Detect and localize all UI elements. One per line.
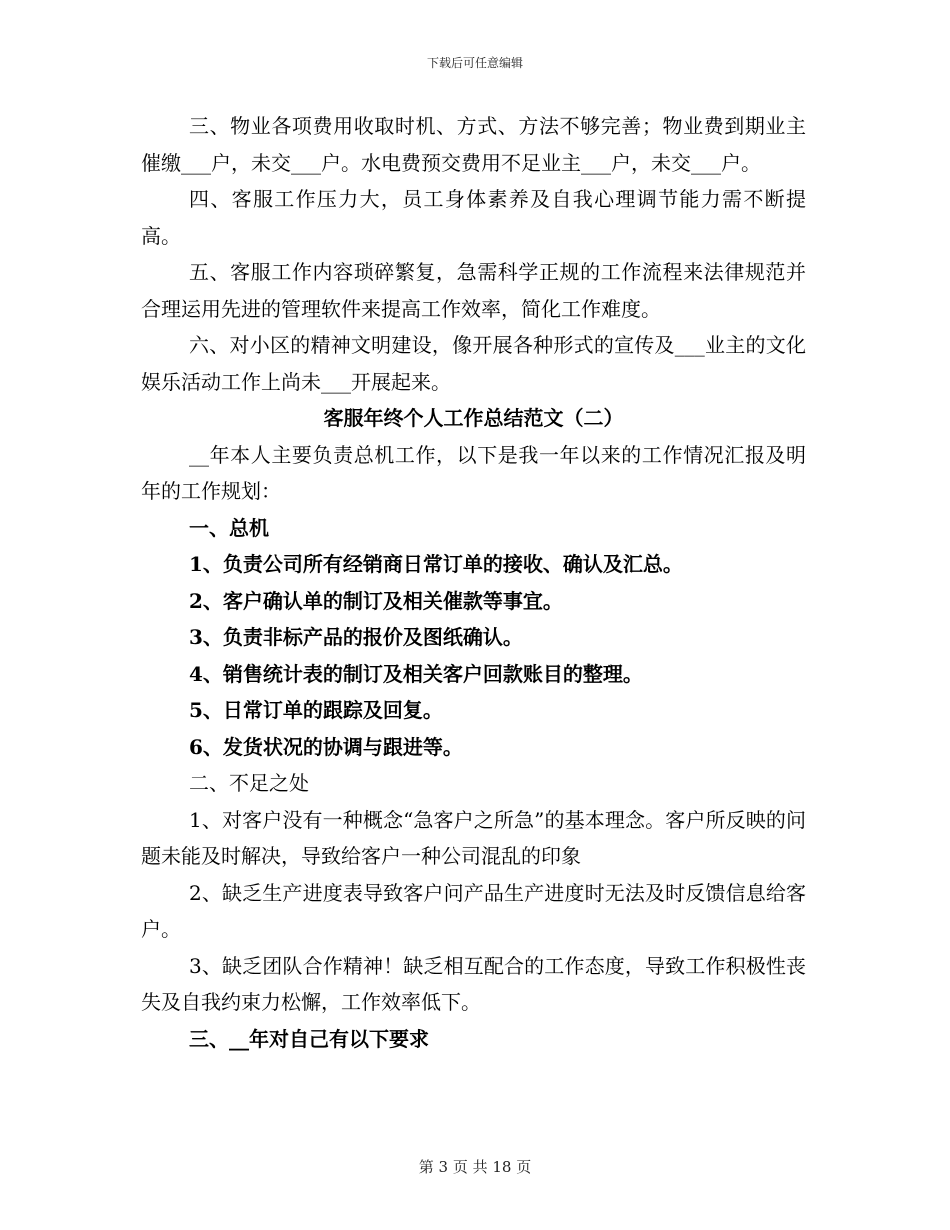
page-header: 下载后可任意编辑 — [426, 56, 523, 70]
part1-item: 3、负责非标产品的报价及图纸确认。 — [189, 625, 523, 649]
paragraph-workflow: 五、客服工作内容琐碎繁复，急需科学正规的工作流程来法律规范并合理运用先进的管理软件来提高工作效率，简化工作难度。 — [141, 260, 806, 321]
part1-item: 6、发货状况的协调与跟进等。 — [189, 734, 463, 759]
part1-item: 1、负责公司所有经销商日常订单的接收、确认及汇总。 — [189, 552, 683, 576]
paragraph-fees: 三、物业各项费用收取时机、方式、方法不够完善；物业费到期业主催缴___户，未交___户。水电费预交费用不足业主___户，未交___户。 — [141, 114, 806, 175]
part2-item: 3、缺乏团队合作精神！缺乏相互配合的工作态度，导致工作积极性丧失及自我约束力松懈，工作效率低下。 — [141, 953, 806, 1014]
paragraph-pressure: 四、客服工作压力大，员工身体素养及自我心理调节能力需不断提高。 — [141, 187, 806, 248]
part1-item: 5、日常订单的跟踪及回复。 — [189, 698, 443, 722]
page-footer: 第 3 页 共 18 页 — [418, 1158, 532, 1176]
part1-heading: 一、总机 — [189, 515, 269, 540]
part2-item: 1、对客户没有一种概念“急客户之所急”的基本理念。客户所反映的问题未能及时解决，导致给客户一种公司混乱的印象 — [141, 807, 806, 868]
paragraph-culture: 六、对小区的精神文明建设，像开展各种形式的宣传及___业主的文化娱乐活动工作上尚未___开展起来。 — [141, 333, 806, 394]
part2-item: 2、缺乏生产进度表导致客户问产品生产进度时无法及时反馈信息给客户。 — [141, 880, 806, 941]
part1-item: 2、客户确认单的制订及相关催款等事宜。 — [189, 588, 563, 613]
part2-heading: 二、不足之处 — [189, 771, 309, 795]
part3-heading: 三、__年对自己有以下要求 — [189, 1026, 429, 1051]
intro-paragraph: __年本人主要负责总机工作，以下是我一年以来的工作情况汇报及明年的工作规划： — [141, 442, 806, 503]
part1-item: 4、销售统计表的制订及相关客户回款账目的整理。 — [189, 661, 643, 686]
section-title: 客服年终个人工作总结范文（二） — [323, 406, 624, 430]
document-body — [141, 108, 806, 1057]
